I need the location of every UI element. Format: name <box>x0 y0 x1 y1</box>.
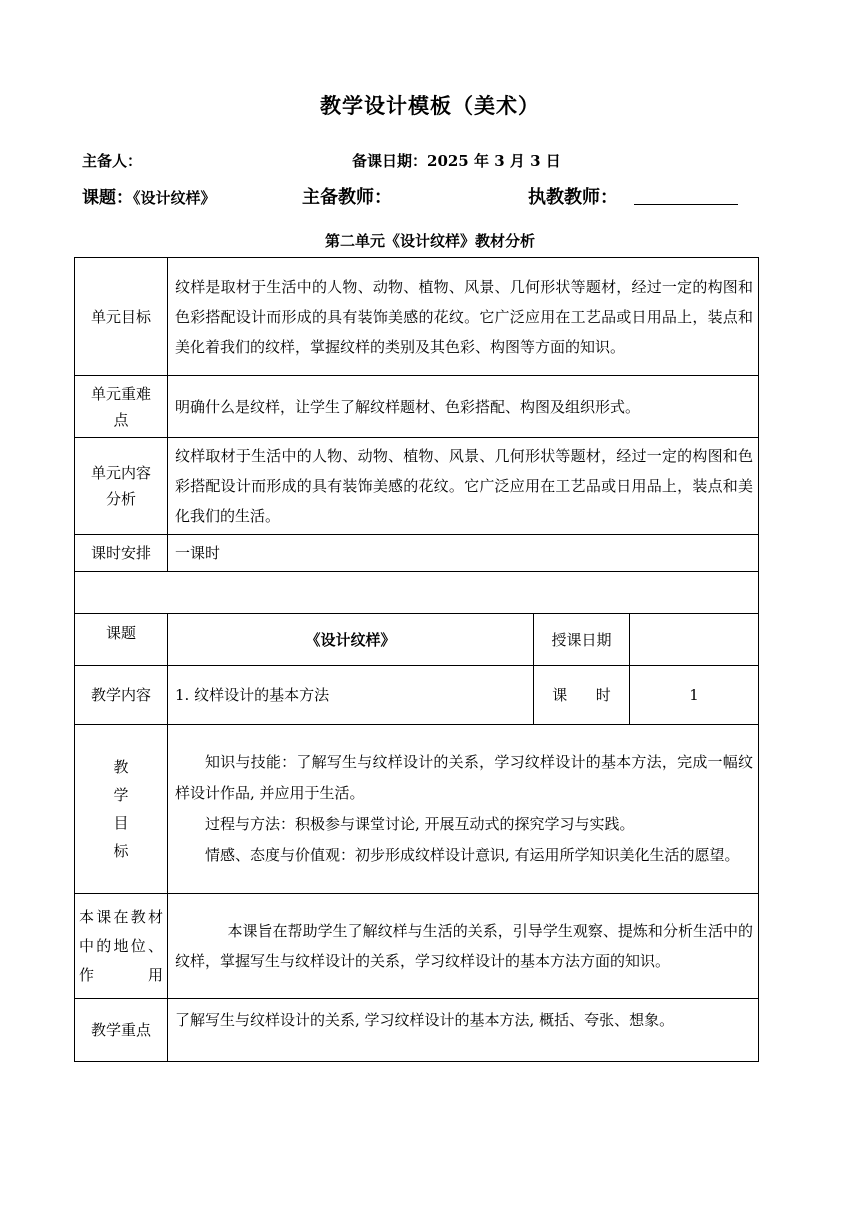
lesson-date-value[interactable] <box>630 614 759 666</box>
table-row-unit-key <box>75 376 759 438</box>
lesson-content-value: 1. 纹样设计的基本方法 <box>168 666 534 725</box>
schedule-text: 一课时 <box>168 535 759 572</box>
table-row-lesson-content <box>75 666 759 725</box>
table-row-unit-content <box>75 438 759 535</box>
keypoint-text: 了解写生与纹样设计的关系, 学习纹样设计的基本方法, 概括、夸张、想象。 <box>168 999 759 1062</box>
objectives-label-char-2: 学 <box>113 786 129 804</box>
position-text: 本课旨在帮助学生了解纹样与生活的关系，引导学生观察、提炼和分析生活中的纹样，掌握写生与纹样设计的关系，学习纹样设计的基本方法方面的知识。 <box>168 894 759 999</box>
exec-teacher-label: 执教教师： <box>528 187 618 208</box>
objectives-label <box>75 725 168 894</box>
table-row-position <box>75 894 759 999</box>
prep-date: 备课日期：2025 年 3 月 3 日 <box>352 152 561 170</box>
document-title: 教学设计模板（美术） <box>320 93 540 118</box>
preparer-label: 主备人： <box>82 152 143 170</box>
table-row-objectives <box>75 725 759 894</box>
unit-key-label-line2: 点 <box>113 410 129 429</box>
position-label: 本课在教材中的地位、作用 <box>75 894 168 999</box>
unit-goal-label: 单元目标 <box>75 258 168 376</box>
topic-value: 《设计纹样》 <box>133 189 216 207</box>
unit-key-text: 明确什么是纹样，让学生了解纹样题材、色彩搭配、构图及组织形式。 <box>168 376 759 438</box>
table-row-unit-goal <box>75 258 759 376</box>
objectives-text <box>168 725 759 894</box>
objectives-label-char-1: 教 <box>113 758 129 776</box>
topic-label: 课题： <box>82 188 133 208</box>
lesson-period-value: 1 <box>630 666 759 725</box>
lesson-date-label: 授课日期 <box>534 614 630 666</box>
objectives-label-char-3: 目 <box>113 814 129 832</box>
objective-attitude: 情感、态度与价值观：初步形成纹样设计意识, 有运用所学知识美化生活的愿望。 <box>205 846 740 864</box>
lesson-content-label: 教学内容 <box>75 666 168 725</box>
table-row-lesson-topic <box>75 614 759 666</box>
table-row-keypoint <box>75 999 759 1062</box>
objective-knowledge: 知识与技能：了解写生与纹样设计的关系，学习纹样设计的基本方法，完成一幅纹样设计作品, 并应用于生活。 <box>175 753 754 802</box>
main-teacher-label: 主备教师： <box>302 187 392 208</box>
lesson-period-label: 课 时 <box>534 666 630 725</box>
keypoint-label: 教学重点 <box>75 999 168 1062</box>
lesson-topic-label: 课题 <box>75 614 168 666</box>
schedule-label: 课时安排 <box>75 535 168 572</box>
blank-row-cell <box>75 572 759 614</box>
unit-content-label <box>75 438 168 535</box>
section-title: 第二单元《设计纹样》教材分析 <box>324 232 535 250</box>
unit-content-label-line1: 单元内容 <box>90 464 151 482</box>
objective-process: 过程与方法：积极参与课堂讨论, 开展互动式的探究学习与实践。 <box>205 815 635 833</box>
topic-line <box>82 183 216 208</box>
table-row-schedule <box>75 535 759 572</box>
unit-key-label-line1: 单元重难 <box>90 384 151 403</box>
table-row-blank <box>75 572 759 614</box>
unit-content-label-line2: 分析 <box>105 490 136 508</box>
objectives-label-char-4: 标 <box>113 842 129 860</box>
lesson-topic-value: 《设计纹样》 <box>168 614 534 666</box>
unit-goal-text: 纹样是取材于生活中的人物、动物、植物、风景、几何形状等题材，经过一定的构图和色彩搭配设计而形成的具有装饰美感的花纹。它广泛应用在工艺品或日用品上，装点和美化着我们的纹样，掌握纹样的类别及其色彩、构图等方面的知识。 <box>168 258 759 376</box>
unit-key-label <box>75 376 168 438</box>
lesson-plan-table <box>74 257 759 1062</box>
unit-content-text: 纹样取材于生活中的人物、动物、植物、风景、几何形状等题材，经过一定的构图和色彩搭配设计而形成的具有装饰美感的花纹。它广泛应用在工艺品或日用品上，装点和美化我们的生活。 <box>168 438 759 535</box>
exec-teacher-blank[interactable] <box>634 204 738 205</box>
